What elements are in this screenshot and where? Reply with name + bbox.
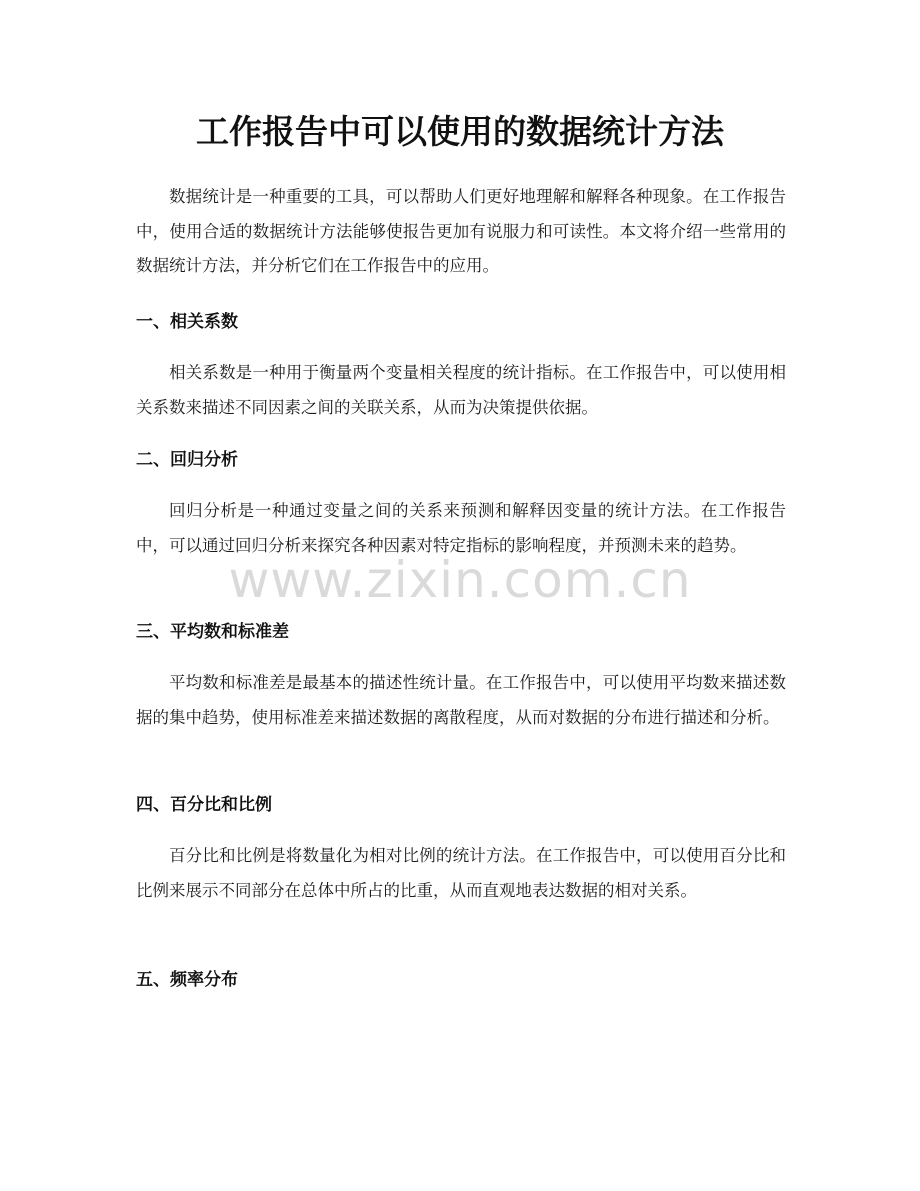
section-heading-regression: 二、回归分析 [136,450,238,470]
watermark: www.zixin.com.cn [228,551,692,609]
intro-paragraph: 数据统计是一种重要的工具，可以帮助人们更好地理解和解释各种现象。在工作报告中，使用合适的数据统计方法能够使报告更加有说服力和可读性。本文将介绍一些常用的数据统计方法，并分析它们在工作报告中的应用。 [136,187,786,275]
section-body-percentage: 百分比和比例是将数量化为相对比例的统计方法。在工作报告中，可以使用百分比和比例来展示不同部分在总体中所占的比重，从而直观地表达数据的相对关系。 [136,846,786,900]
section-heading-frequency: 五、频率分布 [136,970,238,990]
section-heading-mean-std: 三、平均数和标准差 [136,622,289,642]
document-title: 工作报告中可以使用的数据统计方法 [196,112,724,151]
section-heading-percentage: 四、百分比和比例 [136,795,272,815]
section-body-correlation: 相关系数是一种用于衡量两个变量相关程度的统计指标。在工作报告中，可以使用相关系数来描述不同因素之间的关联关系，从而为决策提供依据。 [136,363,786,417]
section-body-mean-std: 平均数和标准差是最基本的描述性统计量。在工作报告中，可以使用平均数来描述数据的集中趋势，使用标准差来描述数据的离散程度，从而对数据的分布进行描述和分析。 [136,673,786,727]
section-body-regression: 回归分析是一种通过变量之间的关系来预测和解释因变量的统计方法。在工作报告中，可以通过回归分析来探究各种因素对特定指标的影响程度，并预测未来的趋势。 [136,501,786,555]
section-heading-correlation: 一、相关系数 [136,312,238,332]
